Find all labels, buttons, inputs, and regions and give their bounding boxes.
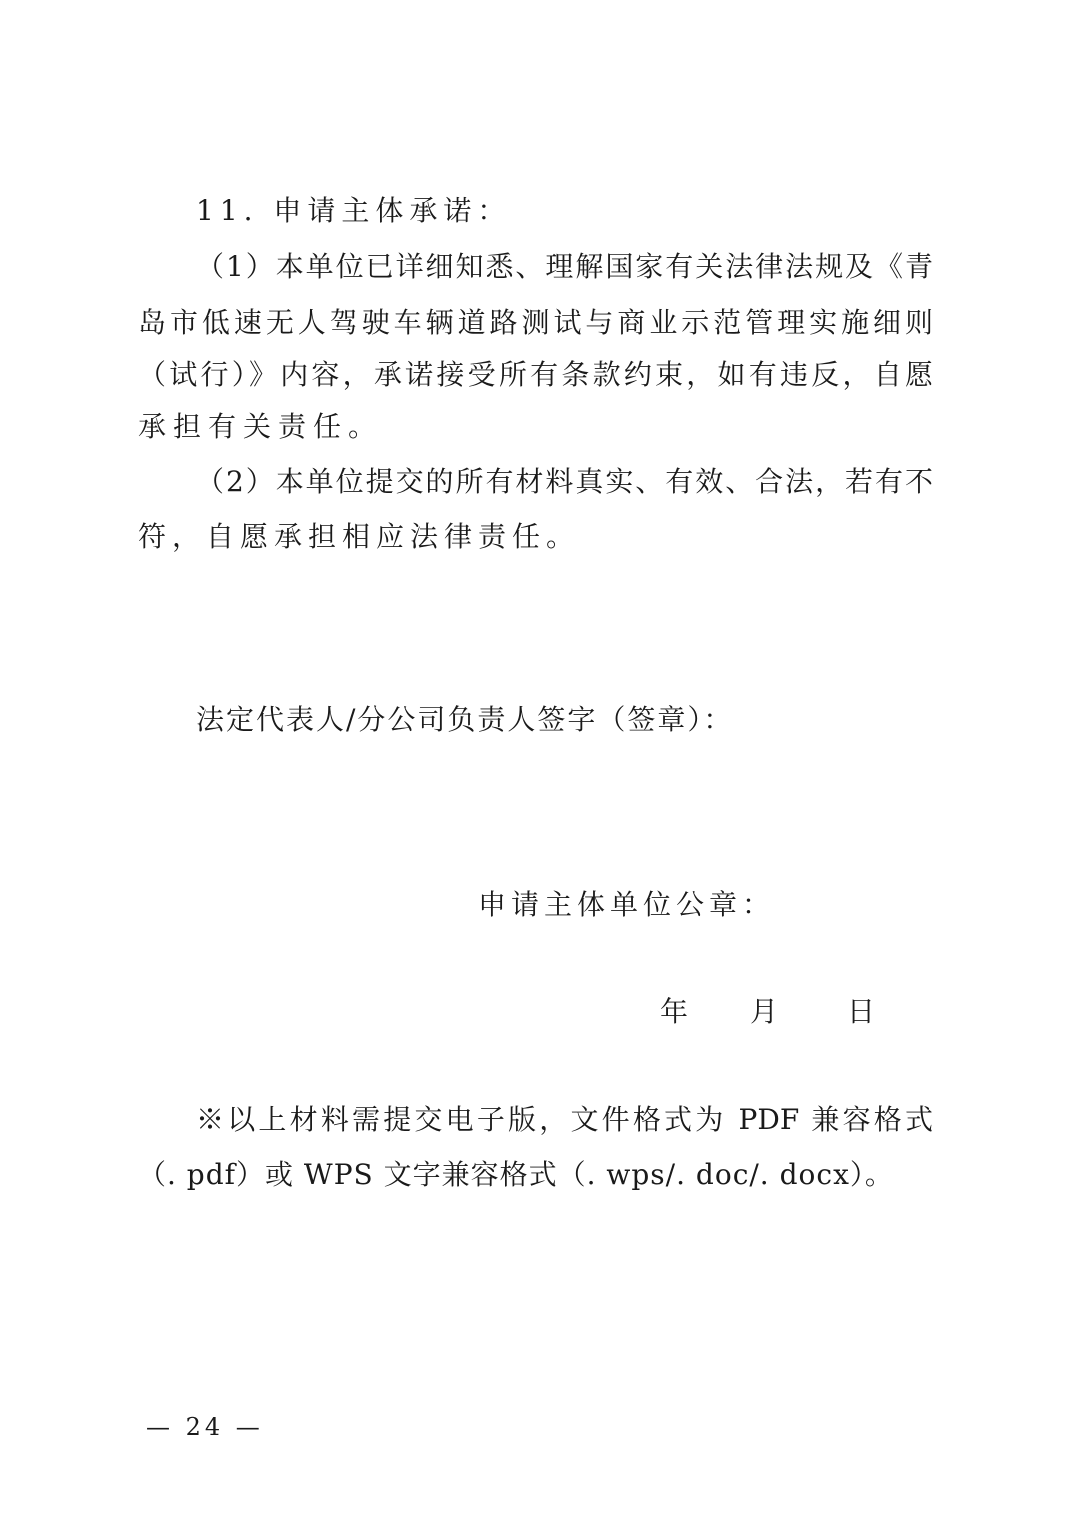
file-format-note-line-1: ※以上材料需提交电子版，文件格式为 PDF 兼容格式 <box>196 1103 933 1136</box>
commitment-item-1-line-3: （试行）》内容，承诺接受所有条款约束，如有违反，自愿 <box>138 358 933 391</box>
commitment-item-2-line-1: （2）本单位提交的所有材料真实、有效、合法，若有不 <box>196 465 933 498</box>
commitment-item-2-line-2: 符，自愿承担相应法律责任。 <box>138 520 581 553</box>
commitment-heading: 11. 申请主体承诺： <box>196 194 512 227</box>
date-month-label: 月 <box>750 995 779 1028</box>
legal-representative-signature-label: 法定代表人/分公司负责人签字（签章）： <box>196 703 734 736</box>
commitment-item-1-line-2: 岛市低速无人驾驶车辆道路测试与商业示范管理实施细则 <box>138 306 933 339</box>
commitment-item-1-line-4: 承担有关责任。 <box>138 410 384 443</box>
date-year-label: 年 <box>660 995 689 1028</box>
page-number: — 24 — <box>146 1413 264 1441</box>
commitment-item-1-line-1: （1）本单位已详细知悉、理解国家有关法律法规及《青 <box>196 250 933 283</box>
company-seal-label: 申请主体单位公章： <box>478 888 776 921</box>
date-day-label: 日 <box>847 995 876 1028</box>
file-format-note-line-2: （. pdf）或 WPS 文字兼容格式（. wps/. doc/. docx）。 <box>138 1158 894 1191</box>
